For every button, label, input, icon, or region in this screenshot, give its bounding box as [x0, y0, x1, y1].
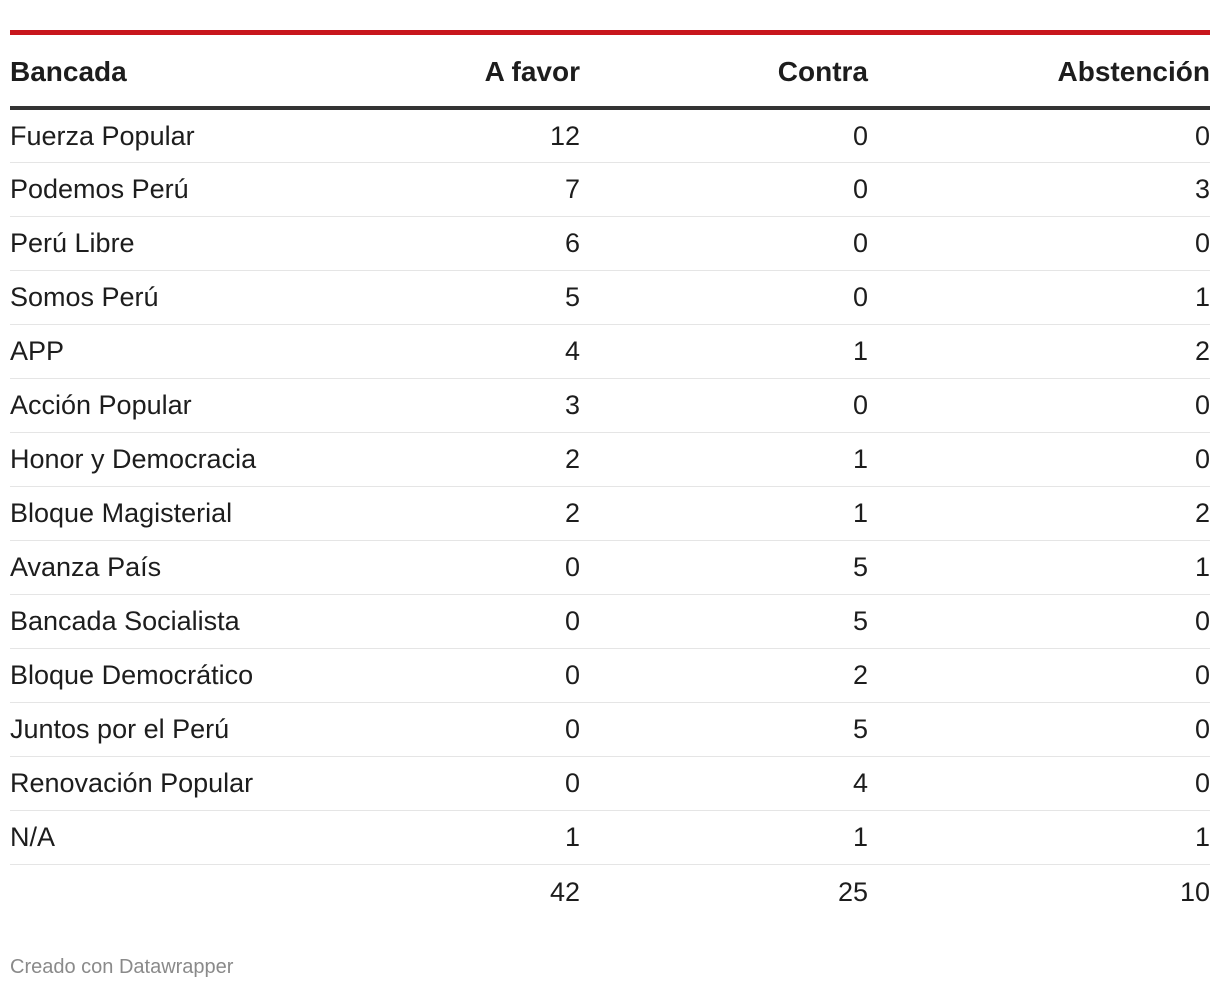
cell-abstencion: 0 [868, 217, 1210, 271]
cell-contra: 0 [580, 108, 868, 163]
cell-abstencion: 0 [868, 108, 1210, 163]
cell-abstencion: 1 [868, 541, 1210, 595]
cell-contra: 0 [580, 217, 868, 271]
cell-bancada: N/A [10, 811, 380, 865]
cell-abstencion: 2 [868, 487, 1210, 541]
cell-contra: 5 [580, 703, 868, 757]
cell-bancada: Somos Perú [10, 271, 380, 325]
header-row [10, 35, 1210, 108]
cell-bancada: Avanza País [10, 541, 380, 595]
cell-a-favor: 4 [380, 325, 580, 379]
credit-text: Creado con Datawrapper [10, 956, 234, 978]
cell-a-favor: 6 [380, 217, 580, 271]
cell-contra: 1 [580, 325, 868, 379]
column-header-abstencion[interactable]: Abstención [868, 35, 1210, 108]
votes-table [10, 35, 1210, 919]
cell-a-favor: 3 [380, 379, 580, 433]
cell-a-favor: 1 [380, 811, 580, 865]
table-row [10, 541, 1210, 595]
totals-row [10, 865, 1210, 920]
cell-bancada: Acción Popular [10, 379, 380, 433]
cell-abstencion: 0 [868, 703, 1210, 757]
cell-contra: 0 [580, 271, 868, 325]
cell-a-favor: 12 [380, 108, 580, 163]
cell-abstencion: 0 [868, 595, 1210, 649]
cell-contra: 1 [580, 811, 868, 865]
cell-a-favor: 2 [380, 487, 580, 541]
cell-abstencion: 0 [868, 379, 1210, 433]
cell-contra: 1 [580, 487, 868, 541]
table-row [10, 163, 1210, 217]
cell-abstencion: 1 [868, 811, 1210, 865]
table-header [10, 35, 1210, 108]
cell-bancada: Fuerza Popular [10, 108, 380, 163]
cell-a-favor: 0 [380, 757, 580, 811]
cell-abstencion: 1 [868, 271, 1210, 325]
table-row [10, 595, 1210, 649]
column-header-a-favor[interactable]: A favor [380, 35, 580, 108]
cell-contra: 0 [580, 379, 868, 433]
table-row [10, 271, 1210, 325]
total-abstencion: 10 [1179, 876, 1210, 907]
cell-bancada: APP [10, 325, 380, 379]
column-header-contra[interactable]: Contra [580, 35, 868, 108]
totals-label [10, 865, 380, 920]
cell-abstencion: 0 [868, 433, 1210, 487]
cell-bancada: Renovación Popular [10, 757, 380, 811]
table-row [10, 757, 1210, 811]
table-row [10, 811, 1210, 865]
cell-a-favor: 0 [380, 595, 580, 649]
total-contra: 25 [837, 876, 868, 907]
cell-bancada: Honor y Democracia [10, 433, 380, 487]
cell-contra: 2 [580, 649, 868, 703]
cell-contra: 4 [580, 757, 868, 811]
table-container [10, 30, 1210, 919]
cell-a-favor: 0 [380, 541, 580, 595]
table-row [10, 703, 1210, 757]
cell-abstencion: 0 [868, 757, 1210, 811]
cell-a-favor: 2 [380, 433, 580, 487]
cell-a-favor: 0 [380, 703, 580, 757]
cell-bancada: Bloque Magisterial [10, 487, 380, 541]
cell-abstencion: 2 [868, 325, 1210, 379]
table-row [10, 325, 1210, 379]
cell-bancada: Bloque Democrático [10, 649, 380, 703]
cell-contra: 1 [580, 433, 868, 487]
column-header-bancada[interactable]: Bancada [10, 35, 380, 108]
cell-bancada: Perú Libre [10, 217, 380, 271]
cell-contra: 0 [580, 163, 868, 217]
table-row [10, 217, 1210, 271]
table-row [10, 108, 1210, 163]
cell-a-favor: 0 [380, 649, 580, 703]
cell-abstencion: 3 [868, 163, 1210, 217]
table-footer [10, 865, 1210, 920]
table-row [10, 649, 1210, 703]
table-row [10, 379, 1210, 433]
cell-contra: 5 [580, 541, 868, 595]
cell-bancada: Bancada Socialista [10, 595, 380, 649]
table-body [10, 108, 1210, 865]
total-a-favor: 42 [549, 876, 580, 907]
table-row [10, 487, 1210, 541]
cell-contra: 5 [580, 595, 868, 649]
cell-a-favor: 5 [380, 271, 580, 325]
table-row [10, 433, 1210, 487]
cell-bancada: Juntos por el Perú [10, 703, 380, 757]
cell-abstencion: 0 [868, 649, 1210, 703]
cell-bancada: Podemos Perú [10, 163, 380, 217]
cell-a-favor: 7 [380, 163, 580, 217]
